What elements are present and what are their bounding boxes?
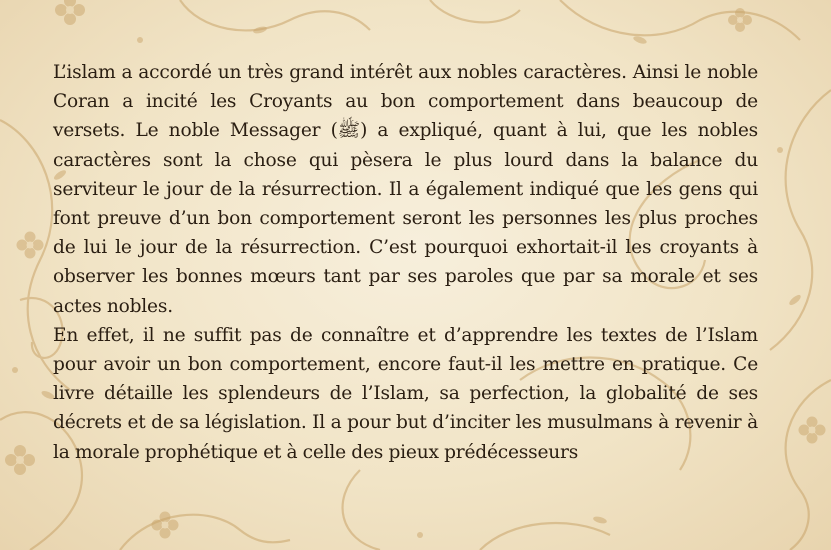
body-text: [53, 58, 758, 467]
paragraph-2: En effet, il ne suffit pas de connaître et d’apprendre les textes de l’Islam pour avoir un bon comportement, encore faut-il les mettre en pratique. Ce livre détaille les splendeurs de l’Islam, sa perfection, la globalité de ses décrets et de sa législation. Il a pour but d’inciter les musulmans à revenir à la morale prophétique et à celle des pieux prédécesseurs: [53, 324, 758, 463]
paragraph-1: L’islam a accordé un très grand intérêt aux nobles caractères. Ainsi le noble Coran a incité les Croyants au bon comportement dans beaucoup de versets. Le noble Messager (ﷺ) a expliqué, quant à lui, que les nobles caractères sont la chose qui pèsera le plus lourd dans la balance du serviteur le jour de la résurrection. Il a également indiqué que les gens qui font preuve d’un bon comportement seront les personnes les plus proches de lui le jour de la résurrection. C’est pourquoi exhortait-il les croyants à observer les bonnes mœurs tant par ses paroles que par sa morale et ses actes nobles.: [53, 62, 758, 317]
